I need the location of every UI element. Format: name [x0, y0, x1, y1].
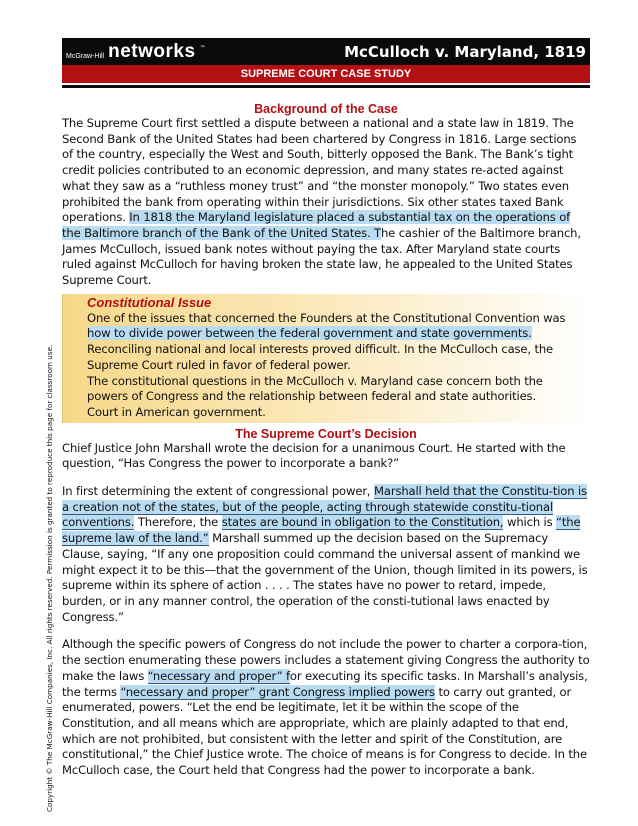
constitutional-paragraph-2: The constitutional questions in the McCulloch v. Maryland case concern both the powers of Congress and the relationship between federal and state authorities. — [87, 373, 543, 404]
decision-heading: The Supreme Court’s Decision — [235, 426, 417, 441]
constitutional-paragraph: One of the issues that concerned the Founders at the Constitutional Convention was how to divide power between the federal government and state governments. Reconciling national and local interests proved difficult. In the McCulloch case, the Supreme Court ruled in favor of federal power. — [87, 310, 566, 372]
decision-paragraph-1: Chief Justice John Marshall wrote the decision for a unanimous Court. He started with the question, “Has Congress the power to incorporate a bank?” — [62, 440, 566, 471]
decision-paragraph-2: In first determining the extent of congressional power, Marshall held that the Constitu-tion is a creation not of the states, but of the people, acting through statewide constitu-tional conventions. Therefore, the states are bound in obligation to the Constitution, which is “the supreme law of the land.” Marshall summed up the decision based on the Supremacy Clause, saying, “If any one proposition could command the universal assent of mankind we might expect it to be this—that the government of the Union, though limited in its powers, is supreme within its sphere of action . . . . The states have no power to retard, impede, burden, or in any manner control, the operation of the consti-tutional laws enacted by Congress.” — [62, 484, 588, 624]
page-title: McCulloch v. Maryland, 1819 — [344, 42, 586, 61]
background-paragraph: The Supreme Court first settled a dispute between a national and a state law in 1819. The Second Bank of the United States had been chartered by Congress in 1816. Large sections of the country, especially the West and South, bitterly opposed the Bank. The Bank’s tight credit policies contributed to an economic depression, and many states re-acted against what they saw as a “ruthless money trust” and “the monster monopoly.” Two states even prohibited the bank from operating within their jurisdictions. Six other states taxed Bank operations. In 1818 the Maryland legislature placed a substantial tax on the operations of the Baltimore branch of the Bank of the United States. The cashier of the Baltimore branch, James McCulloch, issued bank notes without paying the tax. After Maryland state courts ruled against McCulloch for having broken the state law, he appealed to the United States Supreme Court. — [62, 116, 581, 288]
constitutional-heading: Constitutional Issue — [87, 294, 212, 310]
publisher-logo — [66, 41, 206, 63]
brand-small: McGraw-Hill — [66, 52, 105, 60]
highlight: In 1818 the Maryland legislature placed a substantial tax on the operations of the Baltimore branch of the Bank of the United States. T — [62, 210, 571, 240]
decision-paragraph-3: Although the specific powers of Congress do not include the power to charter a corpora-tion, the section enumerating these powers includes a statement giving Congress the authority to make the laws “necessary and proper” for executing its specific tasks. In Marshall’s analysis, the terms “necessary and proper” grant Congress implied powers to carry out granted, or enumerated, powers. “Let the end be legitimate, let it be within the scope of the Constitution, and all means which are appropriate, which are plainly adapted to that end, which are not prohibited, but consistent with the letter and spirit of the Constitution, are constitutional,” the Chief Justice wrote. The choice of means is for Congress to decide. In the McCulloch case, the Court held that Congress had the power to incorporate a bank. — [62, 637, 590, 778]
header-bar — [62, 38, 590, 65]
highlight: states are bound in obligation to the Constitution, — [221, 515, 504, 530]
constitutional-paragraph-3: Court in American government. — [87, 404, 266, 419]
highlight: how to divide power between the federal government and state governments. — [87, 326, 532, 341]
brand-name: networks — [108, 40, 196, 62]
highlight: Marshall held that the Constitu-tion is a creation not of the states, but of the people, acting through statewide constitu-tional conventions. — [62, 484, 587, 530]
highlight: “necessary and proper” grant Congress implied powers — [120, 684, 435, 699]
subtitle-bar: SUPREME COURT CASE STUDY — [62, 65, 590, 83]
background-heading: Background of the Case — [254, 102, 398, 116]
brand-trademark: ™ — [199, 44, 206, 52]
highlight: “the supreme law of the land.” — [62, 515, 581, 546]
copyright-notice: Copyright © The McGraw-Hill Companies, Inc. All rights reserved. Permission is granted to reproduce this page for classroom use. — [45, 344, 54, 812]
highlight: “necessary and proper” f — [147, 668, 290, 683]
worksheet-page — [62, 38, 590, 779]
constitutional-issue-box — [62, 294, 590, 423]
